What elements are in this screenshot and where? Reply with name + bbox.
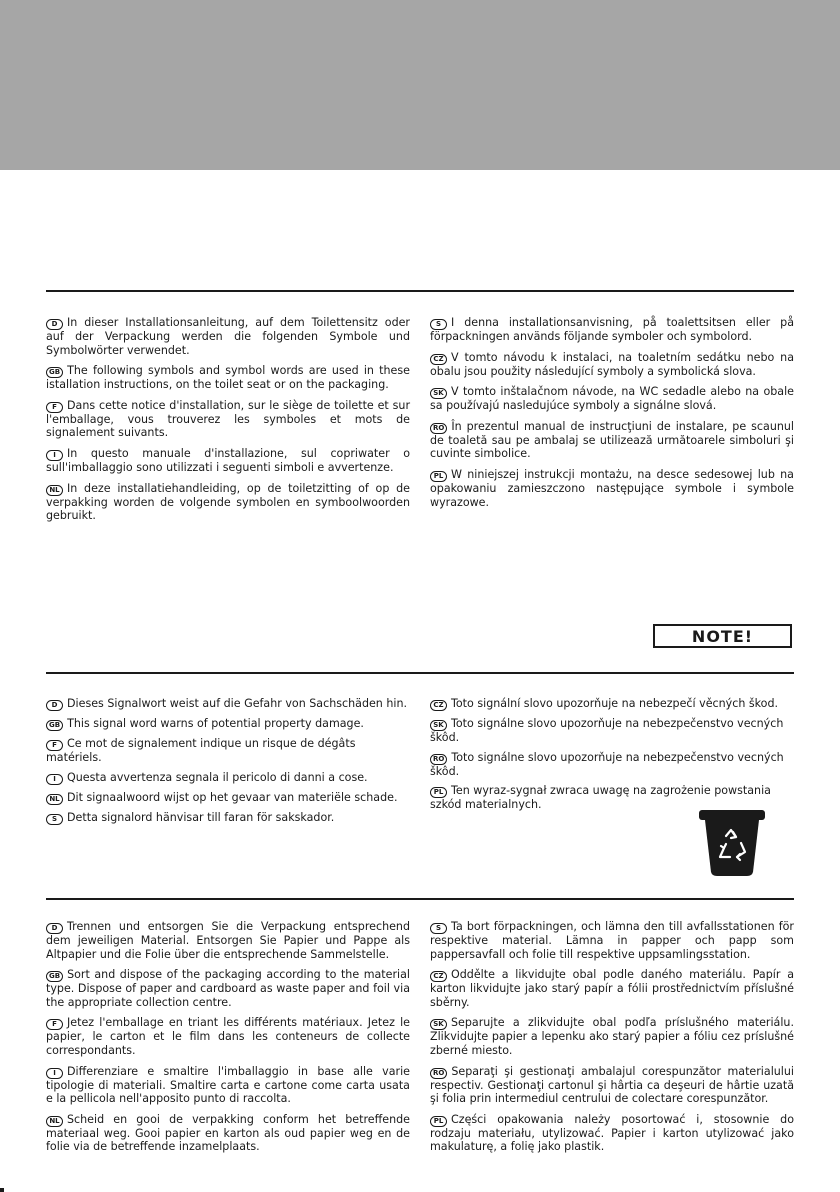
paragraph-text: Sort and dispose of the packaging according to the material type. Dispose of paper and cardboard as waste paper and foil via the appropriate collection centre.	[46, 968, 410, 1009]
language-badge-icon: D	[46, 923, 63, 934]
language-badge-icon: GB	[46, 971, 63, 982]
language-badge-icon: S	[46, 814, 63, 825]
paragraph-text: Toto signálne slovo upozorňuje na nebezpečenstvo vecných škôd.	[430, 717, 784, 744]
paragraph-text: Oddělte a likvidujte obal podle daného materiálu. Papír a karton likvidujte jako starý papír a fólii prostřednictvím příslušné sběrny.	[430, 968, 794, 1009]
language-badge-icon: NL	[46, 794, 63, 805]
paragraph-d	[46, 697, 410, 711]
paragraph-pl	[430, 468, 794, 509]
paragraph-text: In dieser Installationsanleitung, auf dem Toilettensitz oder auf der Verpackung werden die folgenden Symbole und Symbolwörter verwendet.	[46, 316, 410, 357]
paragraph-text: Dit signaalwoord wijst op het gevaar van materiële schade.	[67, 790, 398, 804]
paragraph-text: Toto signálne slovo upozorňuje na nebezpečenstvo vecných škôd.	[430, 750, 784, 778]
paragraph-pl	[430, 1113, 794, 1154]
section1-right-column	[430, 316, 794, 516]
language-badge-icon: D	[46, 700, 63, 711]
language-badge-icon: I	[46, 1068, 63, 1079]
paragraph-text: This signal word warns of potential property damage.	[67, 717, 364, 730]
section3-right-column	[430, 920, 794, 1161]
paragraph-text: Ten wyraz-sygnał zwraca uwagę na zagrożenie powstania szkód materialnych.	[430, 784, 771, 812]
language-badge-icon: F	[46, 740, 63, 751]
language-badge-icon: I	[46, 450, 63, 461]
section-divider-2	[46, 672, 794, 674]
paragraph-sk	[430, 1016, 794, 1057]
paragraph-text: Ce mot de signalement indique un risque de dégâts matériels.	[46, 737, 356, 764]
section3-left-column	[46, 920, 410, 1161]
paragraph-text: The following symbols and symbol words are used in these istallation instructions, on the toilet seat or on the packaging.	[46, 364, 410, 392]
header-band	[0, 0, 840, 170]
section2-left-column	[46, 697, 410, 831]
section-divider-1	[46, 290, 794, 292]
paragraph-ro	[430, 420, 794, 461]
paragraph-gb	[46, 968, 410, 1009]
language-badge-icon: CZ	[430, 354, 447, 365]
note-signal-box	[653, 624, 792, 648]
note-label: NOTE!	[691, 626, 754, 646]
paragraph-f	[46, 737, 410, 765]
paragraph-nl	[46, 482, 410, 523]
section1-left-column	[46, 316, 410, 530]
language-badge-icon: NL	[46, 1116, 63, 1127]
recycle-bin-icon	[697, 806, 767, 878]
language-badge-icon: GB	[46, 367, 63, 378]
paragraph-s	[430, 920, 794, 961]
paragraph-text: Questa avvertenza segnala il pericolo di danni a cose.	[67, 770, 368, 784]
page-corner-mark	[0, 1188, 4, 1192]
language-badge-icon: SK	[430, 720, 447, 731]
paragraph-text: Toto signální slovo upozorňuje na nebezpečí věcných škod.	[451, 697, 779, 710]
section2-right-column	[430, 697, 794, 818]
language-badge-icon: SK	[430, 388, 447, 399]
language-badge-icon: GB	[46, 720, 63, 731]
paragraph-s	[46, 811, 410, 825]
paragraph-text: Separaţi şi gestionaţi ambalajul corespunzător materialului respectiv. Gestionaţi cartonul şi hârtia ca deşeuri de hârtie uzată şi folia prin intermediul centrului de colectare corespunzător.	[430, 1064, 794, 1106]
paragraph-sk	[430, 717, 794, 745]
language-badge-icon: S	[430, 319, 447, 330]
paragraph-sk	[430, 385, 794, 413]
paragraph-i	[46, 1065, 410, 1106]
paragraph-text: In questo manuale d'installazione, sul copriwater o sull'imballaggio sono utilizzati i seguenti simboli e avvertenze.	[46, 446, 410, 474]
paragraph-ro	[430, 751, 794, 779]
language-badge-icon: RO	[430, 423, 447, 434]
language-badge-icon: NL	[46, 485, 63, 496]
paragraph-cz	[430, 697, 794, 711]
language-badge-icon: PL	[430, 471, 447, 482]
language-badge-icon: RO	[430, 1068, 447, 1079]
paragraph-text: Dieses Signalwort weist auf die Gefahr von Sachschäden hin.	[67, 697, 408, 710]
language-badge-icon: SK	[430, 1019, 447, 1030]
language-badge-icon: I	[46, 774, 63, 785]
paragraph-nl	[46, 1113, 410, 1154]
paragraph-text: I denna installationsanvisning, på toalettsitsen eller på förpackningen används följande symboler och symbolord.	[430, 316, 794, 343]
language-badge-icon: RO	[430, 754, 447, 765]
paragraph-text: Trennen und entsorgen Sie die Verpackung entsprechend dem jeweiligen Material. Entsorgen Sie Papier und Pappe als Altpapier und die Folie über die entsprechende Sammelstelle.	[46, 920, 410, 961]
paragraph-text: Separujte a zlikvidujte obal podľa príslušného materiálu. Zlikvidujte papier a lepenku ako starý papier a fóliu cez príslušné zberné miesto.	[430, 1016, 794, 1057]
paragraph-text: În prezentul manual de instrucţiuni de instalare, pe scaunul de toaletă sau pe ambalaj se utilizează următoarele simboluri şi cuvinte simbolice.	[430, 419, 794, 461]
paragraph-ro	[430, 1065, 794, 1106]
paragraph-text: Dans cette notice d'installation, sur le siège de toilette et sur l'emballage, vous trouverez les symboles et mots de signalement suivants.	[46, 398, 410, 440]
paragraph-f	[46, 399, 410, 440]
paragraph-cz	[430, 351, 794, 379]
language-badge-icon: S	[430, 923, 447, 934]
paragraph-d	[46, 920, 410, 961]
paragraph-text: Differenziare e smaltire l'imballaggio in base alle varie tipologie di materiali. Smaltire carta e cartone come carta usata e la pellicola nell'apposito punto di raccolta.	[46, 1064, 410, 1106]
language-badge-icon: CZ	[430, 700, 447, 711]
paragraph-text: Ta bort förpackningen, och lämna den till avfallsstationen för respektive material. Lämna in papper och papp som pappersavfall och folie till respektive uppsamlingsstation.	[430, 920, 794, 961]
language-badge-icon: F	[46, 1019, 63, 1030]
paragraph-text: In deze installatiehandleiding, op de toiletzitting of op de verpakking worden de volgende symbolen en symboolwoorden gebruikt.	[46, 481, 410, 523]
paragraph-text: V tomto návodu k instalaci, na toaletním sedátku nebo na obalu jsou použity následující symboly a symbolická slova.	[430, 350, 794, 378]
paragraph-text: Scheid en gooi de verpakking conform het betreffende materiaal weg. Gooi papier en karton als oud papier weg en de folie via de betreffende inzamelplaats.	[46, 1112, 410, 1154]
paragraph-text: V tomto inštalačnom návode, na WC sedadle alebo na obale sa používajú nasledujúce symboly a signálne slová.	[430, 385, 794, 413]
paragraph-cz	[430, 968, 794, 1009]
paragraph-d	[46, 316, 410, 357]
language-badge-icon: F	[46, 402, 63, 413]
paragraph-i	[46, 771, 410, 785]
paragraph-text: W niniejszej instrukcji montażu, na desce sedesowej lub na opakowaniu zamieszczono następujące symbole i symbole wyrazowe.	[430, 467, 794, 509]
paragraph-nl	[46, 791, 410, 805]
language-badge-icon: PL	[430, 1116, 447, 1127]
paragraph-i	[46, 447, 410, 475]
paragraph-text: Detta signalord hänvisar till faran för sakskador.	[67, 810, 335, 824]
paragraph-text: Części opakowania należy posortować i, stosownie do rodzaju materiału, utylizować. Papier i karton utylizować jako makulaturę, a folię jako plastik.	[430, 1112, 794, 1154]
language-badge-icon: D	[46, 319, 63, 330]
language-badge-icon: PL	[430, 787, 447, 798]
section-divider-3	[46, 898, 794, 900]
paragraph-s	[430, 316, 794, 344]
paragraph-f	[46, 1016, 410, 1057]
paragraph-gb	[46, 364, 410, 392]
language-badge-icon: CZ	[430, 971, 447, 982]
paragraph-gb	[46, 717, 410, 731]
paragraph-text: Jetez l'emballage en triant les différents matériaux. Jetez le papier, le carton et le film dans les conteneurs de collecte correspondants.	[46, 1016, 410, 1057]
